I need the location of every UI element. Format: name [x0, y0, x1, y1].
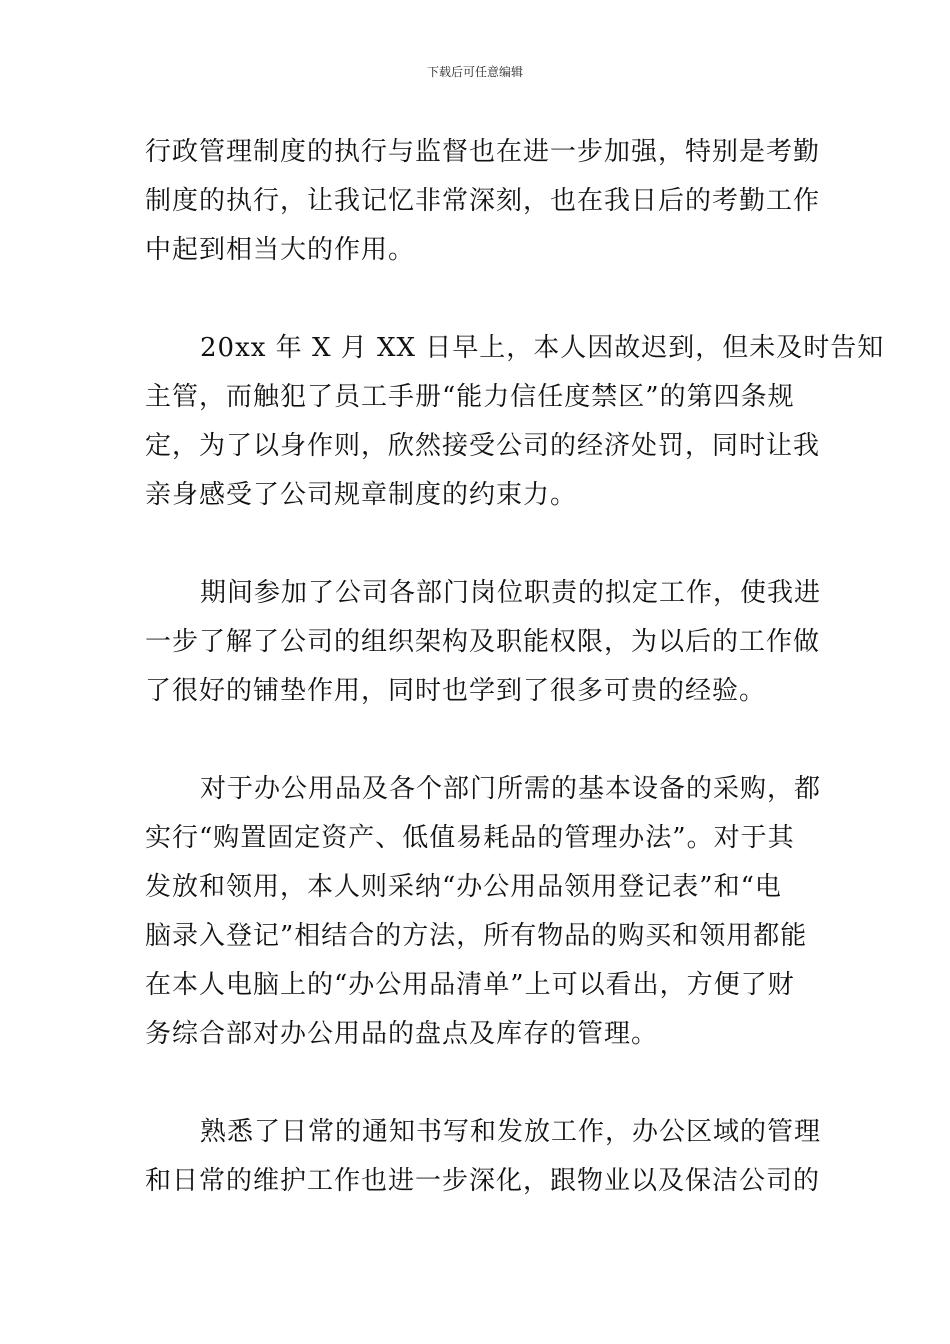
text-line: 实行“购置固定资产、低值易耗品的管理办法”。对于其: [145, 823, 795, 853]
paragraph-late-arrival: [145, 324, 885, 520]
text-line: 一步了解了公司的组织架构及职能权限，为以后的工作做: [145, 627, 821, 657]
text-line: 期间参加了公司各部门岗位职责的拟定工作，使我进: [200, 578, 822, 608]
text-line: 熟悉了日常的通知书写和发放工作，办公区域的管理: [200, 1117, 822, 1147]
text-line: 在本人电脑上的“办公用品清单”上可以看出，方便了财: [145, 970, 795, 1000]
document-body: [145, 128, 885, 1255]
text-line: 行政管理制度的执行与监督也在进一步加强，特别是考勤: [145, 137, 821, 167]
text-line: 发放和领用，本人则采纳“办公用品领用登记表”和“电: [145, 872, 782, 902]
text-line: 对于办公用品及各个部门所需的基本设备的采购，都: [200, 774, 822, 804]
page-header: 下载后可任意编辑: [426, 65, 523, 79]
paragraph-attendance: [145, 128, 821, 275]
text-line: 主管，而触犯了员工手册“能力信任度禁区”的第四条规: [145, 382, 795, 412]
text-line: 务综合部对办公用品的盘点及库存的管理。: [145, 1019, 659, 1049]
paragraph-job-duties: [145, 569, 822, 716]
paragraph-notices: [145, 1108, 822, 1206]
text-line: 20xx 年 X 月 XX 日早上，本人因故迟到，但未及时告知: [200, 333, 885, 363]
paragraph-office-supplies: [145, 765, 822, 1059]
text-line: 脑录入登记”相结合的方法，所有物品的购买和领用都能: [145, 921, 808, 951]
text-line: 了很好的铺垫作用，同时也学到了很多可贵的经验。: [145, 676, 767, 706]
text-line: 定，为了以身作则，欣然接受公司的经济处罚，同时让我: [145, 431, 821, 461]
text-line: 亲身感受了公司规章制度的约束力。: [145, 480, 578, 510]
text-line: 中起到相当大的作用。: [145, 235, 416, 265]
text-line: 制度的执行，让我记忆非常深刻，也在我日后的考勤工作: [145, 186, 821, 216]
text-line: 和日常的维护工作也进一步深化，跟物业以及保洁公司的: [145, 1166, 821, 1196]
